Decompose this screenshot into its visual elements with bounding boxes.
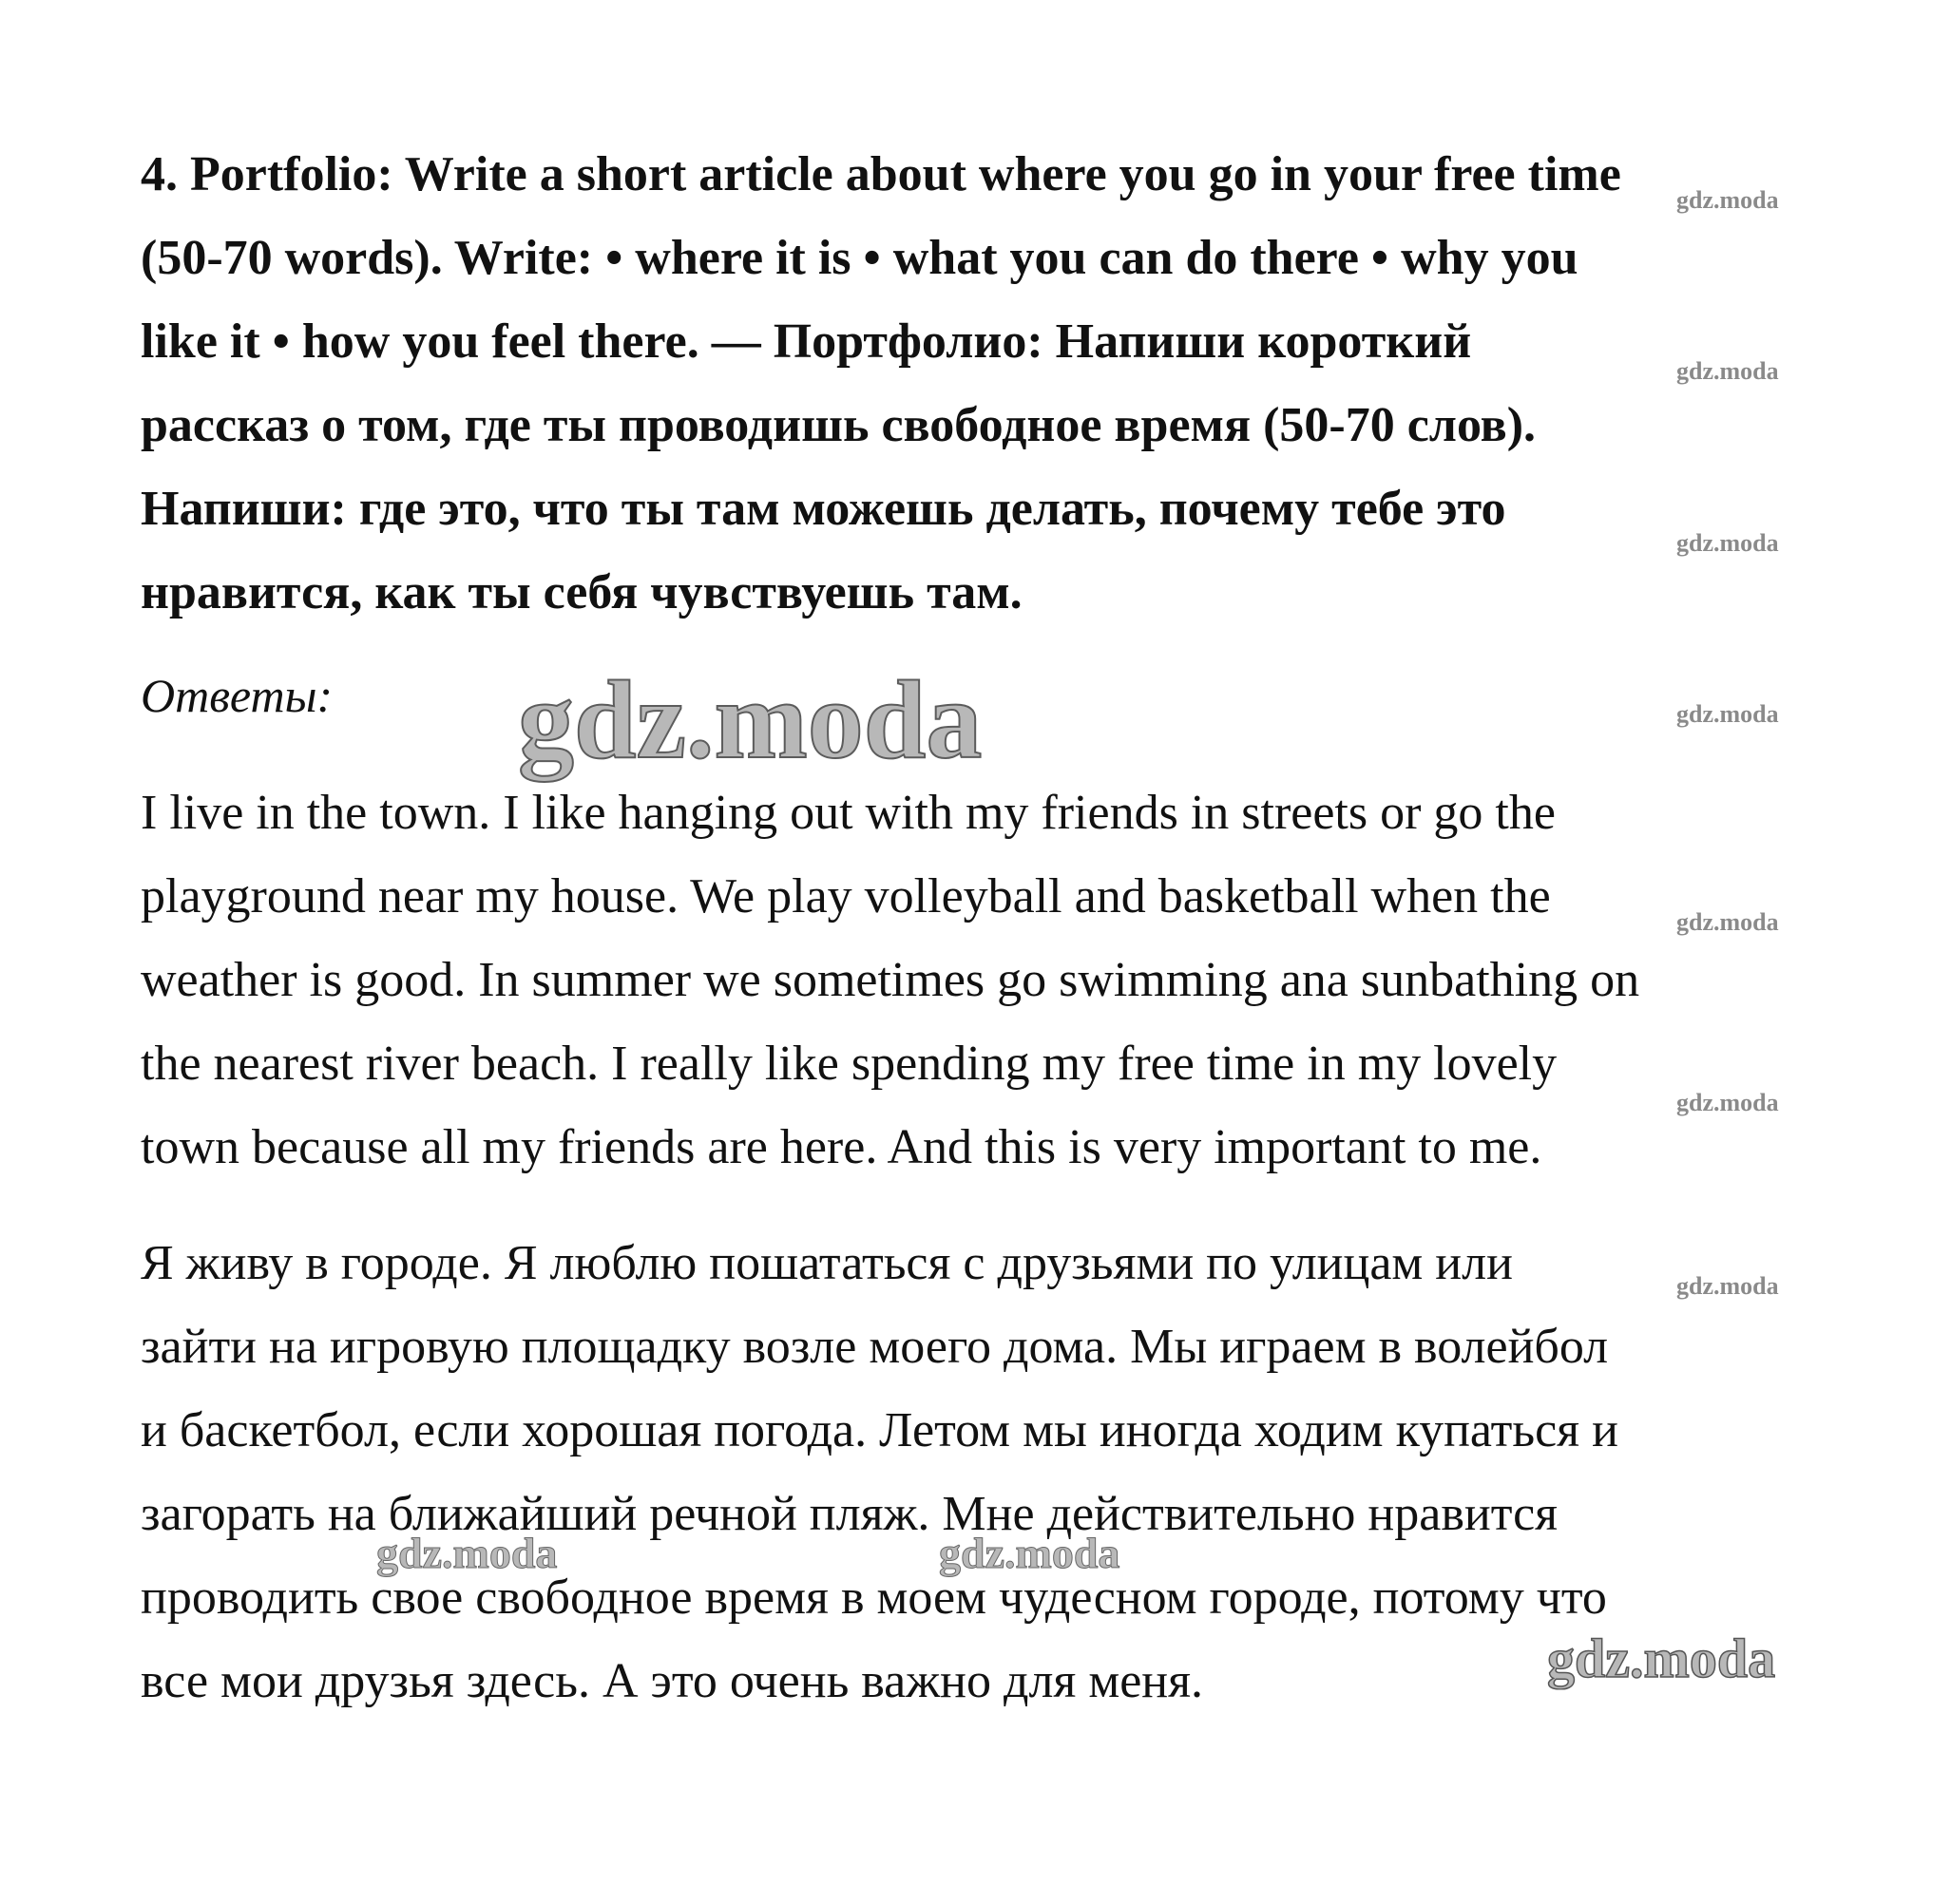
answer-english-paragraph: I live in the town. I like hanging out with my friends in streets or go the playground near my house. We play volleyball and basketball when the weather is good. In summer we sometimes go swimming ana sunbathing on the nearest river beach. I really like spending my free time in my lovely town because all my friends are here. And this is very important to me. bbox=[141, 786, 1640, 1174]
task-statement: 4. Portfolio: Write a short article about where you go in your free time (50-70 words). Write: • where it is • what you can do there • why you like it • how you feel there. — Портфолио: Напиши короткий рассказ о том, где ты проводишь свободное время (50-70 слов). Напиши: где это, что ты там можешь делать, почему тебе это нравится, как ты себя чувствуешь там. bbox=[141, 147, 1621, 619]
watermark-medium: gdz.moda bbox=[1547, 1628, 1776, 1689]
watermark-small: gdz.moda bbox=[1676, 908, 1779, 936]
watermark-small: gdz.moda bbox=[1676, 700, 1779, 728]
watermark-large: gdz.moda bbox=[518, 657, 983, 782]
watermark-small: gdz.moda bbox=[1676, 1272, 1779, 1300]
watermark-small: gdz.moda bbox=[1676, 1089, 1779, 1116]
answer-russian-paragraph: Я живу в городе. Я люблю пошататься с друзьями по улицам или зайти на игровую площадку возле моего дома. Мы играем в волейбол и баскетбол, если хорошая погода. Летом мы иногда ходим купаться и загорать на ближайший речной пляж. Мне действительно нравится проводить свое свободное время в моем чудесном городе, потому что все мои друзья здесь. А это очень важно для меня. bbox=[141, 1236, 1618, 1708]
watermark-small: gdz.moda bbox=[1676, 529, 1779, 557]
watermark-small: gdz.moda bbox=[1676, 357, 1779, 385]
watermark-medium: gdz.moda bbox=[939, 1529, 1120, 1577]
watermark-medium: gdz.moda bbox=[376, 1529, 558, 1577]
answers-label: Ответы: bbox=[141, 669, 334, 722]
watermark-small: gdz.moda bbox=[1676, 186, 1779, 214]
